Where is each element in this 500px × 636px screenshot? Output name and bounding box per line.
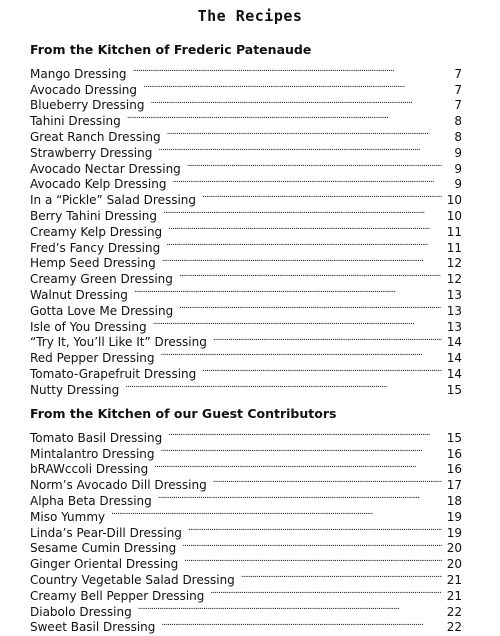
recipe-name: Avocado Dressing	[30, 82, 138, 97]
page-number: 8	[454, 114, 462, 129]
recipe-name: Berry Tahini Dressing	[30, 208, 157, 223]
dot-leader	[127, 109, 442, 125]
dot-leader	[143, 78, 442, 94]
page-title: The Recipes	[197, 7, 303, 25]
toc-entry	[30, 426, 462, 445]
page-number: 18	[446, 493, 462, 508]
dot-leader	[161, 442, 442, 458]
section-heading: From the Kitchen of our Guest Contributors	[30, 406, 337, 421]
recipe-name: Great Ranch Dressing	[30, 129, 161, 144]
recipe-name: Norm’s Avocado Dill Dressing	[30, 478, 207, 493]
recipe-name: Strawberry Dressing	[30, 145, 153, 160]
dot-leader	[168, 426, 442, 442]
dot-leader	[166, 236, 442, 252]
recipe-name: Mango Dressing	[30, 66, 127, 81]
dot-leader	[179, 267, 442, 283]
recipe-name: Walnut Dressing	[30, 287, 128, 302]
page-number: 12	[446, 256, 462, 271]
page-number: 17	[446, 478, 462, 493]
recipe-list	[30, 62, 462, 397]
dot-leader	[132, 62, 442, 78]
page-number: 9	[454, 177, 462, 192]
recipe-name: Alpha Beta Dressing	[30, 493, 152, 508]
page-number: 10	[446, 208, 462, 223]
recipe-name: Creamy Bell Pepper Dressing	[30, 588, 205, 603]
dot-leader	[167, 125, 442, 141]
page-number: 12	[446, 272, 462, 287]
dot-leader	[111, 505, 442, 521]
page-number: 14	[446, 335, 462, 350]
dot-leader	[188, 521, 442, 537]
page-number: 11	[446, 224, 462, 239]
dot-leader	[134, 283, 442, 299]
dot-leader	[210, 584, 442, 600]
page-number: 9	[454, 145, 462, 160]
dot-leader	[125, 378, 442, 394]
recipe-name: Red Pepper Dressing	[30, 351, 155, 366]
recipe-name: Diabolo Dressing	[30, 604, 132, 619]
page-number: 7	[454, 98, 462, 113]
page-number: 20	[446, 541, 462, 556]
recipe-name: Avocado Kelp Dressing	[30, 177, 167, 192]
dot-leader	[154, 458, 442, 474]
recipe-name: Miso Yummy	[30, 509, 106, 524]
dot-leader	[163, 204, 442, 220]
section-guest-contributors	[30, 406, 462, 635]
page-number: 15	[446, 382, 462, 397]
dot-leader	[213, 473, 442, 489]
page-number: 22	[446, 620, 462, 635]
page-number: 14	[446, 351, 462, 366]
section-heading: From the Kitchen of Frederic Patenaude	[30, 42, 312, 57]
dot-leader	[150, 94, 442, 110]
dot-leader	[161, 616, 442, 632]
recipe-name: Tahini Dressing	[30, 114, 121, 129]
recipe-name: Sesame Cumin Dressing	[30, 541, 177, 556]
recipe-name: “Try It, You’ll Like It” Dressing	[30, 335, 207, 350]
page-number: 7	[454, 82, 462, 97]
recipe-name: Tomato Basil Dressing	[30, 430, 163, 445]
dot-leader	[153, 315, 442, 331]
recipe-name: Blueberry Dressing	[30, 98, 145, 113]
page-number: 16	[446, 462, 462, 477]
dot-leader	[168, 220, 442, 236]
dot-leader	[179, 299, 442, 315]
page-number: 21	[446, 588, 462, 603]
page-number: 16	[446, 446, 462, 461]
dot-leader	[202, 362, 442, 378]
recipe-name: In a “Pickle” Salad Dressing	[30, 193, 197, 208]
page-number: 22	[446, 604, 462, 619]
dot-leader	[184, 552, 442, 568]
dot-leader	[182, 537, 442, 553]
page-number: 15	[446, 430, 462, 445]
page-number: 10	[446, 193, 462, 208]
dot-leader	[158, 489, 442, 505]
toc-entry	[30, 62, 462, 81]
page-number: 19	[446, 509, 462, 524]
page-number: 13	[446, 319, 462, 334]
recipe-name: Tomato-Grapefruit Dressing	[30, 366, 197, 381]
recipe-name: Creamy Green Dressing	[30, 272, 173, 287]
dot-leader	[162, 252, 442, 268]
recipe-name: Linda’s Pear-Dill Dressing	[30, 525, 182, 540]
recipe-name: Country Vegetable Salad Dressing	[30, 572, 235, 587]
recipe-name: Gotta Love Me Dressing	[30, 303, 174, 318]
dot-leader	[213, 331, 442, 347]
recipe-list	[30, 426, 462, 635]
section-frederic-patenaude	[30, 42, 462, 397]
dot-leader	[161, 346, 442, 362]
page-number: 11	[446, 240, 462, 255]
dot-leader	[138, 600, 442, 616]
recipe-name: bRAWccoli Dressing	[30, 462, 149, 477]
recipe-name: Hemp Seed Dressing	[30, 256, 156, 271]
recipe-name: Fred’s Fancy Dressing	[30, 240, 161, 255]
recipe-name: Ginger Oriental Dressing	[30, 557, 179, 572]
page-number: 20	[446, 557, 462, 572]
recipe-name: Isle of You Dressing	[30, 319, 147, 334]
recipe-name: Avocado Nectar Dressing	[30, 161, 181, 176]
page-number: 8	[454, 129, 462, 144]
dot-leader	[241, 568, 442, 584]
dot-leader	[158, 141, 442, 157]
dot-leader	[202, 188, 442, 204]
page-number: 13	[446, 287, 462, 302]
page-number: 19	[446, 525, 462, 540]
recipe-name: Sweet Basil Dressing	[30, 620, 156, 635]
dot-leader	[187, 157, 442, 173]
recipe-name: Creamy Kelp Dressing	[30, 224, 163, 239]
page-number: 9	[454, 161, 462, 176]
page-number: 7	[454, 66, 462, 81]
dot-leader	[172, 173, 442, 189]
recipe-name: Nutty Dressing	[30, 382, 120, 397]
page-number: 13	[446, 303, 462, 318]
recipe-name: Mintalantro Dressing	[30, 446, 155, 461]
page-number: 21	[446, 572, 462, 587]
page-number: 14	[446, 366, 462, 381]
